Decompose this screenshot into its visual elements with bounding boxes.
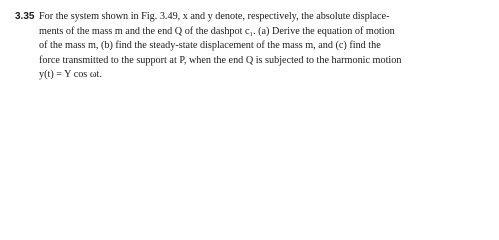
problem-text-line-4: force transmitted to the support at P, when the end Q is subjected to the harmonic motion [39, 54, 402, 66]
problem-line-4 [15, 54, 485, 69]
problem-text-line-5: y(t) = Y cos ωt. [39, 69, 102, 80]
problem-text-line-2: ments of the mass m and the end Q of the dashpot c₁. (a) Derive the equation of motion [39, 25, 395, 37]
problem-statement [15, 10, 485, 83]
problem-line-5 [15, 68, 485, 83]
problem-line-3 [15, 39, 485, 54]
problem-text-line-3: of the mass m, (b) find the steady-state displacement of the mass m, and (c) find the [39, 40, 381, 51]
problem-line-1 [15, 10, 485, 25]
problem-text-line-1: For the system shown in Fig. 3.49, x and y denote, respectively, the absolute displace- [39, 11, 390, 22]
problem-line-2 [15, 25, 485, 40]
problem-number: 3.35 [15, 11, 35, 22]
